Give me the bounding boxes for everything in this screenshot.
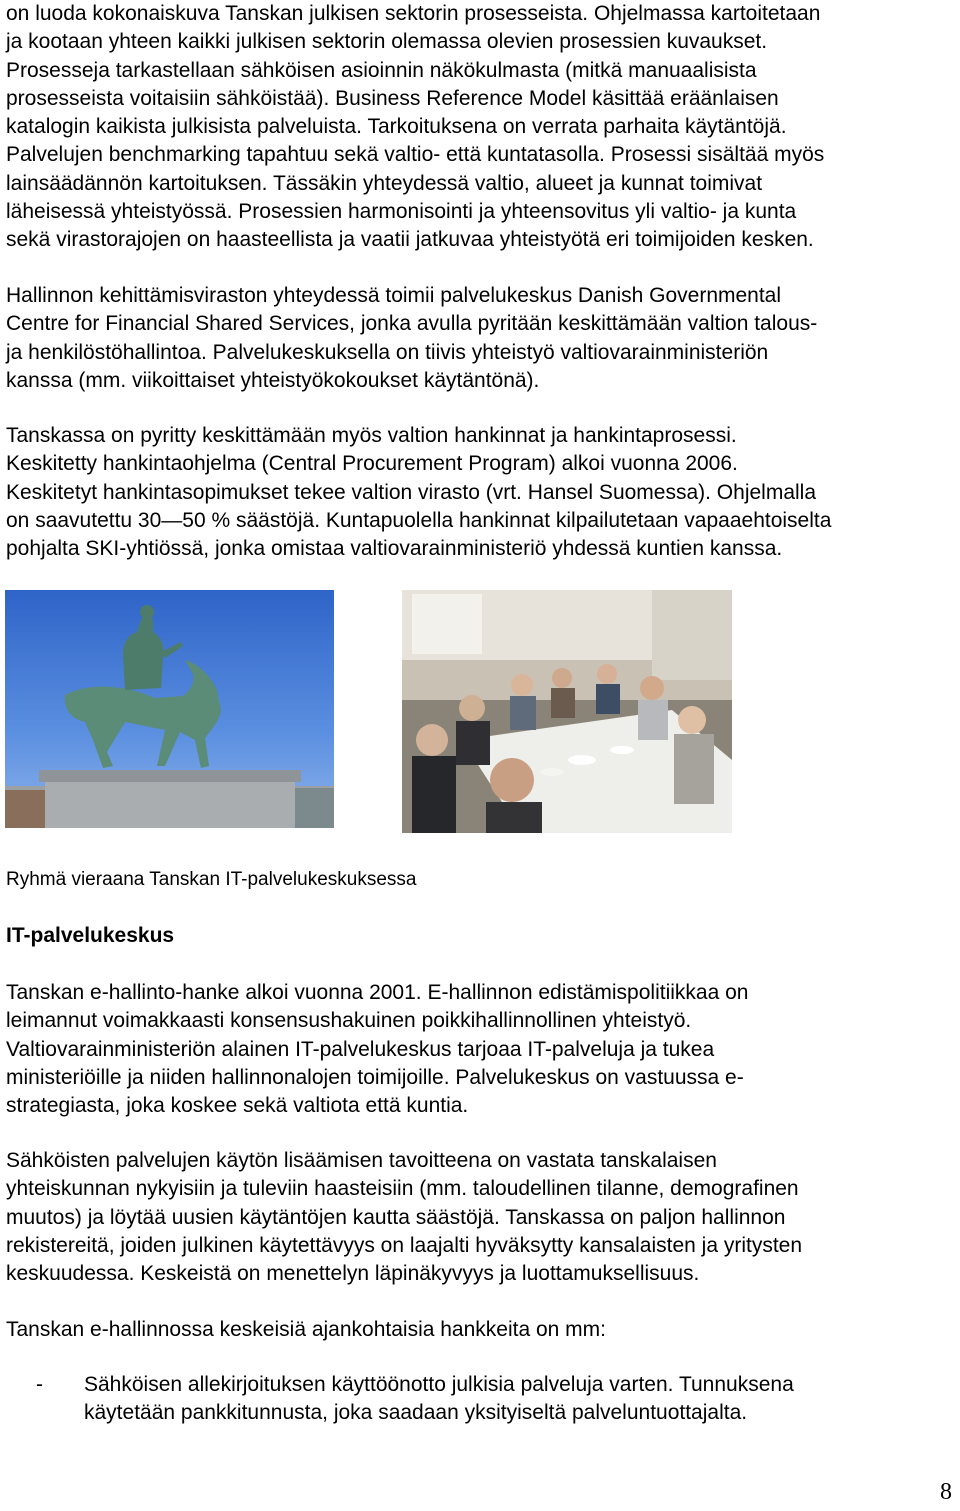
text-line: kanssa (mm. viikoittaiset yhteistyökokoukset käytäntönä). xyxy=(6,368,540,392)
text-line: on luoda kokonaiskuva Tanskan julkisen sektorin prosesseista. Ohjelmassa kartoitetaan xyxy=(6,2,821,25)
text-line: sekä virastorajojen on haasteellista ja vaatii jatkuvaa yhteistyötä eri toimijoiden kesken. xyxy=(6,228,814,252)
text-line: Prosesseja tarkastellaan sähköisen asioinnin näkökulmasta (mitkä manuaalisista xyxy=(6,58,757,82)
meeting-group-photo xyxy=(402,590,732,833)
text-line: katalogin kaikista julkisista palveluista. Tarkoituksena on verrata parhaita käytäntöjä. xyxy=(6,115,787,139)
text-line: Sähköisten palvelujen käytön lisäämisen tavoitteena on vastata tanskalaisen xyxy=(6,1149,717,1172)
text-line: lainsäädännön kartoituksen. Tässäkin yhteydessä valtio, alueet ja kunnat toimivat xyxy=(6,171,763,195)
text-line: Keskitetyt hankintasopimukset tekee valtion virasto (vrt. Hansel Suomessa). Ohjelmalla xyxy=(6,480,817,504)
text-line: ministeriöille ja niiden hallinnonalojen toimijoille. Palvelukeskus on vastuussa e- xyxy=(6,1065,744,1089)
text-line: muutos) ja löytää uusien käytäntöjen kautta säästöjä. Tanskassa on paljon hallinnon xyxy=(6,1205,786,1229)
photo-caption: Ryhmä vieraana Tanskan IT-palvelukeskuksessa xyxy=(6,869,417,890)
paragraph-process-mapping xyxy=(6,0,954,255)
text-line: ja henkilöstöhallintoa. Palvelukeskuksella on tiivis yhteistyö valtiovarainministeriön xyxy=(6,340,769,364)
text-line: pohjalta SKI-yhtiössä, jonka omistaa valtiovarainministeriö yhdessä kuntien kanssa. xyxy=(6,537,783,561)
text-line: prosesseista voitaisiin sähköistää). Business Reference Model käsittää eräänlaisen xyxy=(6,86,779,110)
text-line: yhteiskunnan nykyisiin ja tuleviin haasteisiin (mm. taloudellinen tilanne, demografinen xyxy=(6,1177,799,1201)
text-line: Tanskan e-hallinto-hanke alkoi vuonna 2001. E-hallinnon edistämispolitiikkaa on xyxy=(6,981,749,1004)
section-heading: IT-palvelukeskus xyxy=(6,924,175,947)
text-line: Palvelujen benchmarking tapahtuu sekä valtio- että kuntatasolla. Prosessi sisältää myös xyxy=(6,143,825,167)
text-line: Sähköisen allekirjoituksen käyttöönotto julkisia palveluja varten. Tunnuksena xyxy=(84,1373,794,1396)
text-line: on saavutettu 30—50 % säästöjä. Kuntapuolella hankinnat kilpailutetaan vapaaehtoiselta xyxy=(6,508,832,532)
page-number: 8 xyxy=(940,1479,952,1505)
text-line: Valtiovarainministeriön alainen IT-palvelukeskus tarjoaa IT-palveluja ja tukea xyxy=(6,1037,715,1061)
bullet-item xyxy=(84,1371,794,1428)
bullet-marker: - xyxy=(36,1373,43,1396)
text-line: leimannut voimakkaasti konsensushakuinen poikkihallinnollinen yhteistyö. xyxy=(6,1009,692,1033)
text-line: läheisessä yhteistyössä. Prosessien harmonisointi ja yhteensovitus yli valtio- ja kunta xyxy=(6,200,797,224)
paragraph-shared-services xyxy=(6,282,954,395)
paragraph-e-government-start xyxy=(6,979,954,1120)
text-line: Hallinnon kehittämisviraston yhteydessä toimii palvelukeskus Danish Governmental xyxy=(6,284,782,307)
paragraph-electronic-services xyxy=(6,1147,954,1288)
text-line: rekistereitä, joiden julkinen käytettävyys on laajalti hyväksytty kansalaisten ja yritysten xyxy=(6,1233,803,1257)
text-line: Tanskassa on pyritty keskittämään myös valtion hankinnat ja hankintaprosessi. xyxy=(6,424,737,447)
paragraph-current-projects xyxy=(6,1316,954,1344)
text-line: Centre for Financial Shared Services, jonka avulla pyritään keskittämään valtion talous- xyxy=(6,312,818,336)
equestrian-statue-photo xyxy=(5,590,334,828)
text-line: ja kootaan yhteen kaikki julkisen sektorin olemassa olevien prosessien kuvaukset. xyxy=(6,30,768,54)
paragraph-procurement xyxy=(6,422,954,563)
text-line: Keskitetty hankintaohjelma (Central Procurement Program) alkoi vuonna 2006. xyxy=(6,452,738,476)
text-line: Tanskan e-hallinnossa keskeisiä ajankohtaisia hankkeita on mm: xyxy=(6,1318,606,1341)
text-line: keskuudessa. Keskeistä on menettelyn läpinäkyvyys ja luottamuksellisuus. xyxy=(6,1262,700,1286)
text-line: käytetään pankkitunnusta, joka saadaan yksityiseltä palveluntuottajalta. xyxy=(84,1401,748,1425)
text-line: strategiasta, joka koskee sekä valtiota että kuntia. xyxy=(6,1094,469,1118)
